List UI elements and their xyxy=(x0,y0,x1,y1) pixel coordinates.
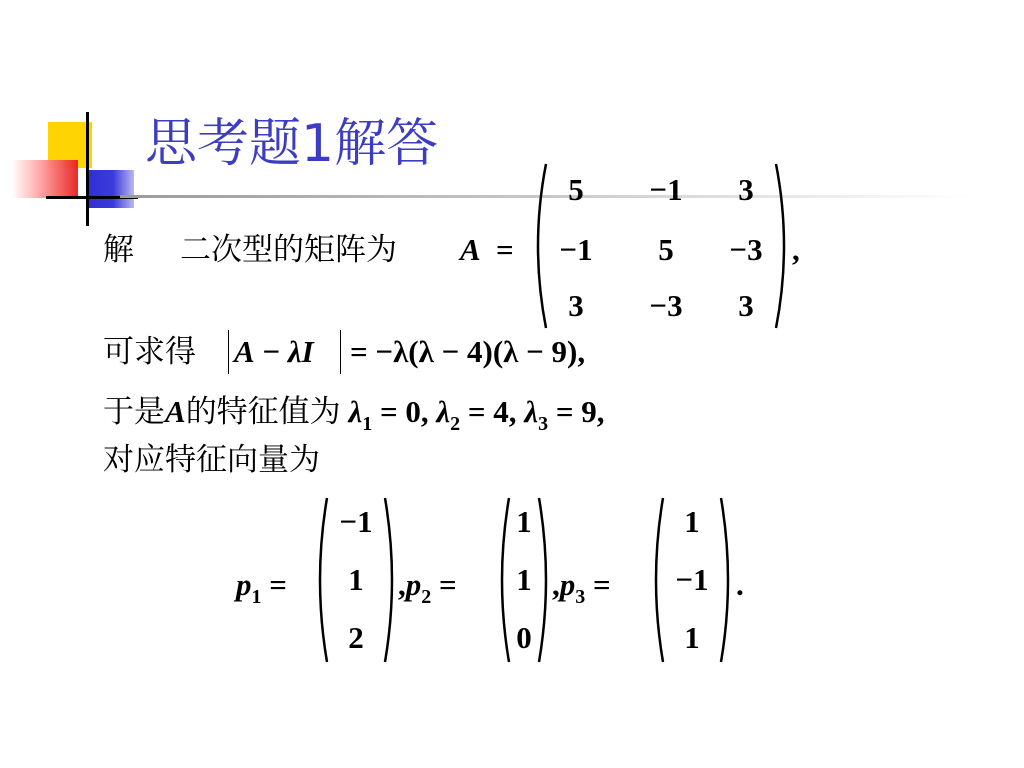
vector-p3-label xyxy=(552,565,611,609)
det-I: I xyxy=(301,334,314,369)
matrix-cell: −1 xyxy=(559,232,593,267)
matrix-name-A: A xyxy=(460,232,481,267)
decor-red-gradient-bar xyxy=(12,160,78,198)
lambda-2: λ xyxy=(436,394,451,429)
lambda-3: λ xyxy=(524,394,539,429)
p1: p xyxy=(236,567,252,602)
det-lambda: λ xyxy=(287,334,302,369)
p2: p xyxy=(405,567,422,602)
vector-cell: 0 xyxy=(516,620,532,655)
vector-p1 xyxy=(310,494,402,666)
eigenvectors-text: 对应特征向量为 xyxy=(103,442,320,478)
determinant-right-bar xyxy=(340,330,341,374)
so-text: 于是 xyxy=(103,394,165,430)
p2-equals: = xyxy=(439,567,457,602)
final-period: . xyxy=(736,567,744,602)
vector-cell: −1 xyxy=(675,562,709,597)
characteristic-polynomial: = −λ(λ − 4)(λ − 9), xyxy=(350,334,586,369)
vector-cell: 1 xyxy=(516,562,532,597)
eigenvalue-line xyxy=(103,392,605,436)
vector-cell: 2 xyxy=(348,620,364,655)
solution-label: 解 xyxy=(103,232,134,268)
separator-comma: , xyxy=(552,567,560,602)
matrix-cell: −1 xyxy=(649,172,683,207)
lambda-3-value: = 9, xyxy=(548,394,605,429)
eigen-A: A xyxy=(165,394,186,429)
eigenvalues-text: 的特征值为 xyxy=(185,394,341,430)
separator-comma: , xyxy=(398,567,406,602)
can-obtain-text: 可求得 xyxy=(103,334,196,370)
decor-vertical-line xyxy=(86,112,89,226)
quadratic-form-text: 二次型的矩阵为 xyxy=(180,232,397,268)
lambda-2-value: = 4, xyxy=(460,394,525,429)
lambda-1-value: = 0, xyxy=(372,394,437,429)
p3: p xyxy=(559,567,576,602)
determinant-left-bar xyxy=(228,330,229,374)
vector-p2 xyxy=(492,494,556,666)
lambda-1-sub: 1 xyxy=(362,413,373,435)
p3-sub: 3 xyxy=(575,586,586,608)
vector-cell: 1 xyxy=(684,620,700,655)
matrix-cell: 3 xyxy=(738,172,754,207)
p2-sub: 2 xyxy=(421,586,432,608)
lambda-1: λ xyxy=(348,394,363,429)
vector-cell: 1 xyxy=(684,504,700,539)
matrix-A xyxy=(526,160,796,332)
det-minus: − xyxy=(262,334,281,369)
lambda-2-sub: 2 xyxy=(450,413,461,435)
decor-blue-square xyxy=(88,170,134,208)
matrix-cell: 5 xyxy=(568,172,584,207)
vector-cell: 1 xyxy=(348,562,364,597)
matrix-cell: 3 xyxy=(738,288,754,323)
vector-p1-label xyxy=(236,565,287,609)
matrix-cell: 5 xyxy=(658,232,674,267)
matrix-cell: −3 xyxy=(729,232,763,267)
det-expression xyxy=(234,332,314,372)
slide-title: 思考题1解答 xyxy=(145,114,439,174)
matrix-cell: −3 xyxy=(649,288,683,323)
vector-p2-label xyxy=(398,565,457,609)
vector-p3 xyxy=(646,494,738,666)
equals-sign: = xyxy=(496,232,514,267)
det-A: A xyxy=(234,334,255,369)
lambda-3-sub: 3 xyxy=(538,413,549,435)
matrix-cell: 3 xyxy=(568,288,584,323)
vector-cell: −1 xyxy=(339,504,373,539)
trailing-comma: , xyxy=(792,232,800,267)
p3-equals: = xyxy=(593,567,611,602)
vector-cell: 1 xyxy=(516,504,532,539)
p1-sub: 1 xyxy=(251,586,262,608)
p1-equals: = xyxy=(269,567,287,602)
